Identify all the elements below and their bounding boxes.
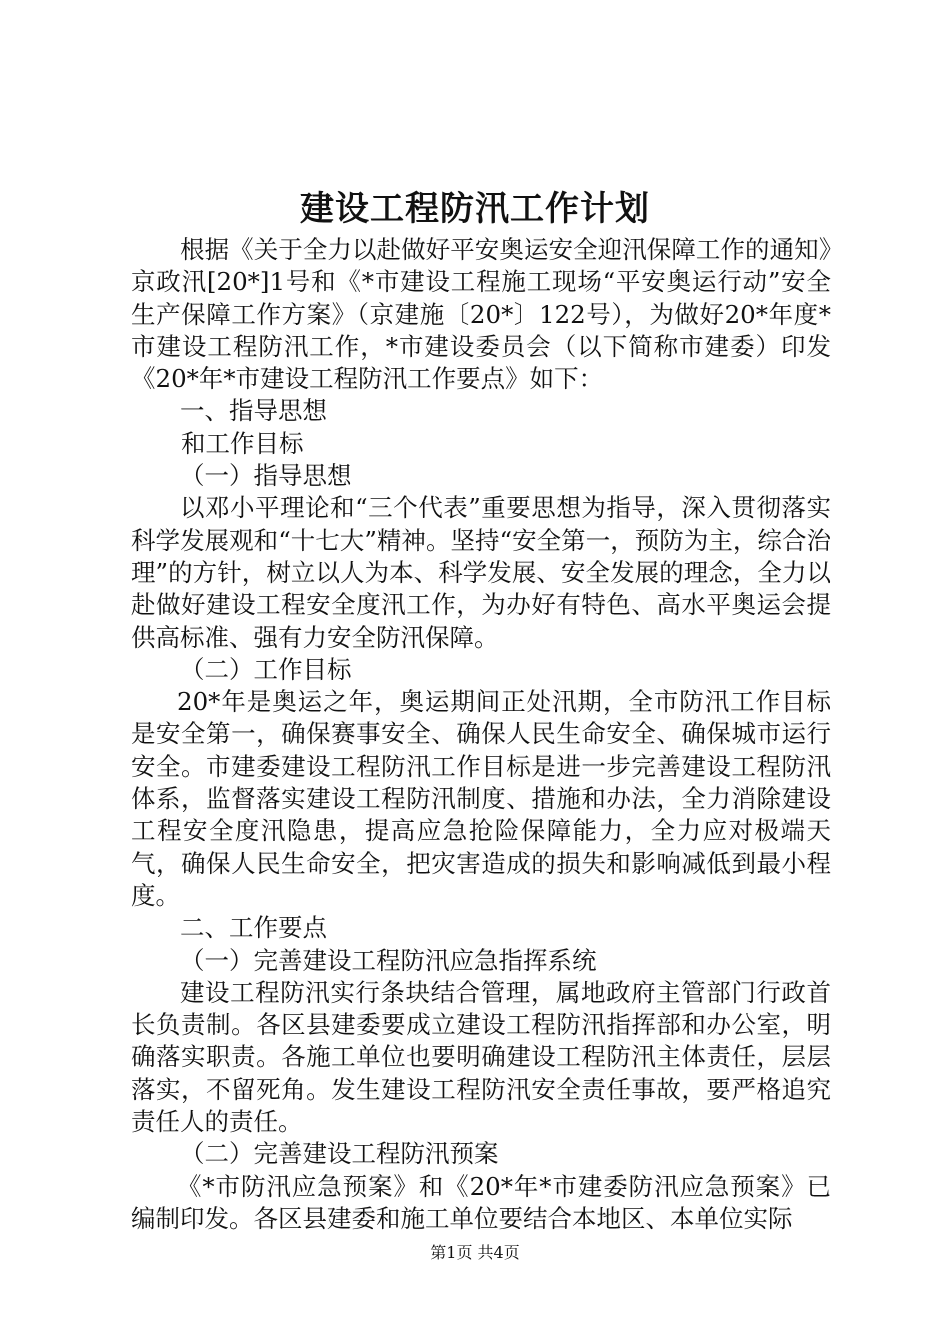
- document-body: [131, 234, 831, 1235]
- document-title: 建设工程防汛工作计划: [300, 189, 650, 229]
- subsection-heading: （二）完善建设工程防汛预案: [180, 1139, 499, 1169]
- subsection-heading: （一）指导思想: [180, 461, 352, 491]
- section-heading-1-continued: 和工作目标: [181, 428, 304, 458]
- guiding-ideology-paragraph: 以邓小平理论和“三个代表”重要思想为指导，深入贯彻落实科学发展观和“十七大”精神。坚持“安全第一，预防为主，综合治理”的方针，树立以人为本、科学发展、安全发展的理念，全力以赴做好建设工程安全度汛工作，为办好有特色、高水平奥运会提供高标准、强有力安全防汛保障。: [131, 493, 831, 652]
- command-system-paragraph: 建设工程防汛实行条块结合管理，属地政府主管部门行政首长负责制。各区县建委要成立建设工程防汛指挥部和办公室，明确落实职责。各施工单位也要明确建设工程防汛主体责任，层层落实，不留死角。发生建设工程防汛安全责任事故，要严格追究责任人的责任。: [131, 977, 831, 1137]
- subsection-heading: （一）完善建设工程防汛应急指挥系统: [180, 945, 597, 975]
- page-number-footer: 第1页 共4页: [430, 1243, 520, 1262]
- work-goals-paragraph: 20*年是奥运之年，奥运期间正处汛期，全市防汛工作目标是安全第一，确保赛事安全、确保人民生命安全、确保城市运行安全。市建委建设工程防汛工作目标是进一步完善建设工程防汛体系，监督落实建设工程防汛制度、措施和办法，全力消除建设工程安全度汛隐患，提高应急抢险保障能力，全力应对极端天气，确保人民生命安全，把灾害造成的损失和影响减低到最小程度。: [131, 687, 831, 910]
- section-heading-2: 二、工作要点: [180, 913, 327, 943]
- subsection-heading: （二）工作目标: [180, 654, 352, 684]
- intro-paragraph: 根据《关于全力以赴做好平安奥运安全迎汛保障工作的通知》京政汛[20*]1号和《*市建设工程施工现场“平安奥运行动”安全生产保障工作方案》（京建施〔20*〕122号），为做好20*年度*市建设工程防汛工作，*市建设委员会（以下简称市建委）印发《20*年*市建设工程防汛工作要点》如下：: [131, 235, 831, 394]
- contingency-plan-paragraph: 《*市防汛应急预案》和《20*年*市建委防汛应急预案》已编制印发。各区县建委和施工单位要结合本地区、本单位实际: [131, 1171, 831, 1233]
- section-heading-1: 一、指导思想: [180, 396, 327, 426]
